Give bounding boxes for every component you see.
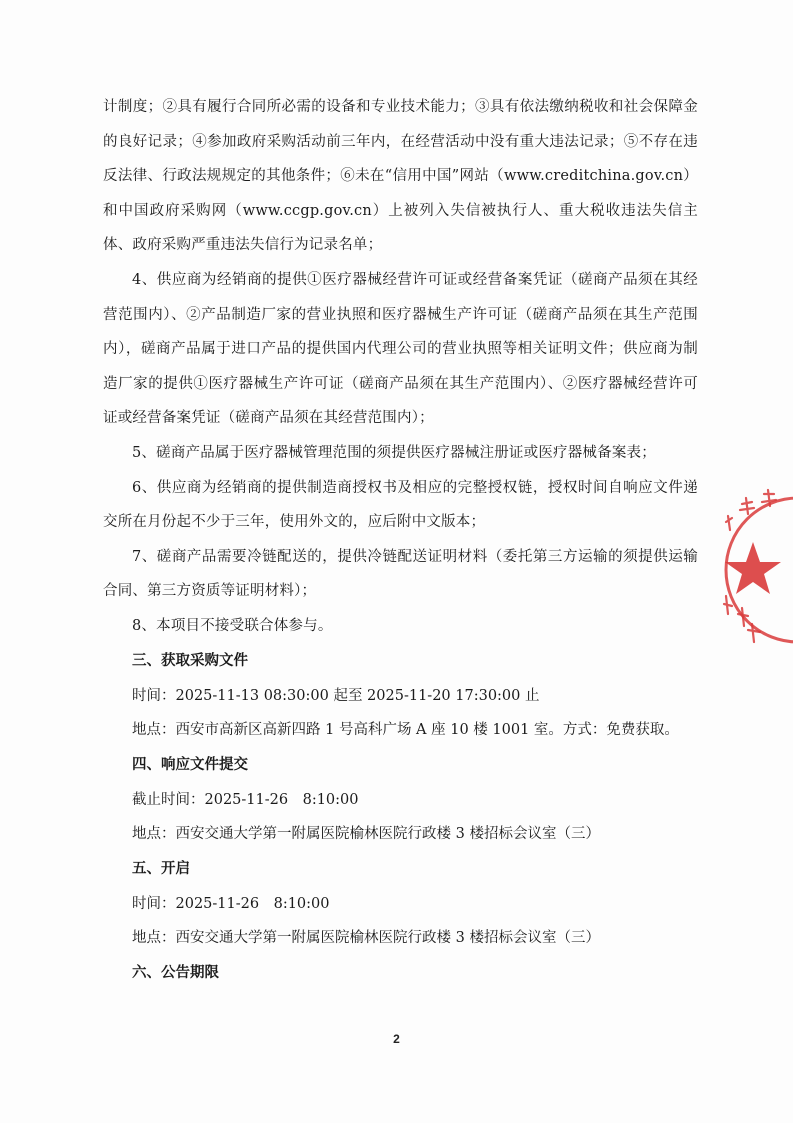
section-3-location: 地点：西安市高新区高新四路 1 号高科广场 A 座 10 楼 1001 室。方式：免费获取。 <box>132 722 679 739</box>
document-body <box>103 90 698 991</box>
requirement-item-7: 7、磋商产品需要冷链配送的，提供冷链配送证明材料（委托第三方运输的须提供运输合同、第三方资质等证明材料）； <box>103 548 698 600</box>
section-6-heading: 六、公告期限 <box>132 965 219 982</box>
section-5-time: 时间：2025-11-26 8:10:00 <box>132 895 330 912</box>
section-4-heading: 四、响应文件提交 <box>132 756 248 773</box>
section-4-location: 地点：西安交通大学第一附属医院榆林医院行政楼 3 楼招标会议室（三） <box>132 826 600 843</box>
qualifications-paragraph: 计制度；②具有履行合同所必需的设备和专业技术能力；③具有依法缴纳税收和社会保障金的良好记录；④参加政府采购活动前三年内，在经营活动中没有重大违法记录；⑤不存在违反法律、行政法规规定的其他条件；⑥未在“信用中国”网站（www.creditchina.gov.cn）和中国政府采购网（www.ccgp.gov.cn）上被列入失信被执行人、重大税收违法失信主体、政府采购严重违法失信行为记录名单； <box>103 99 698 254</box>
seal-star-icon <box>725 542 781 594</box>
requirement-item-6: 6、供应商为经销商的提供制造商授权书及相应的完整授权链，授权时间自响应文件递交所在月份起不少于三年，使用外文的，应后附中文版本； <box>103 479 698 531</box>
official-seal-stamp <box>718 482 793 662</box>
section-5-heading: 五、开启 <box>132 860 190 877</box>
requirement-item-5: 5、磋商产品属于医疗器械管理范围的须提供医疗器械注册证或医疗器械备案表； <box>132 444 656 461</box>
requirement-item-4: 4、供应商为经销商的提供①医疗器械经营许可证或经营备案凭证（磋商产品须在其经营范围内）、②产品制造厂家的营业执照和医疗器械生产许可证（磋商产品须在其生产范围内），磋商产品属于进口产品的提供国内代理公司的营业执照等相关证明文件；供应商为制造厂家的提供①医疗器械生产许可证（磋商产品须在其生产范围内）、②医疗器械经营许可证或经营备案凭证（磋商产品须在其经营范围内）； <box>103 271 698 427</box>
section-3-heading: 三、获取采购文件 <box>132 652 248 669</box>
requirement-item-8: 8、本项目不接受联合体参与。 <box>132 617 333 634</box>
section-4-deadline: 截止时间：2025-11-26 8:10:00 <box>132 791 359 808</box>
page-number: 2 <box>393 1032 400 1046</box>
section-5-location: 地点：西安交通大学第一附属医院榆林医院行政楼 3 楼招标会议室（三） <box>132 930 600 947</box>
section-3-time: 时间：2025-11-13 08:30:00 起至 2025-11-20 17:30:00 止 <box>132 687 540 704</box>
